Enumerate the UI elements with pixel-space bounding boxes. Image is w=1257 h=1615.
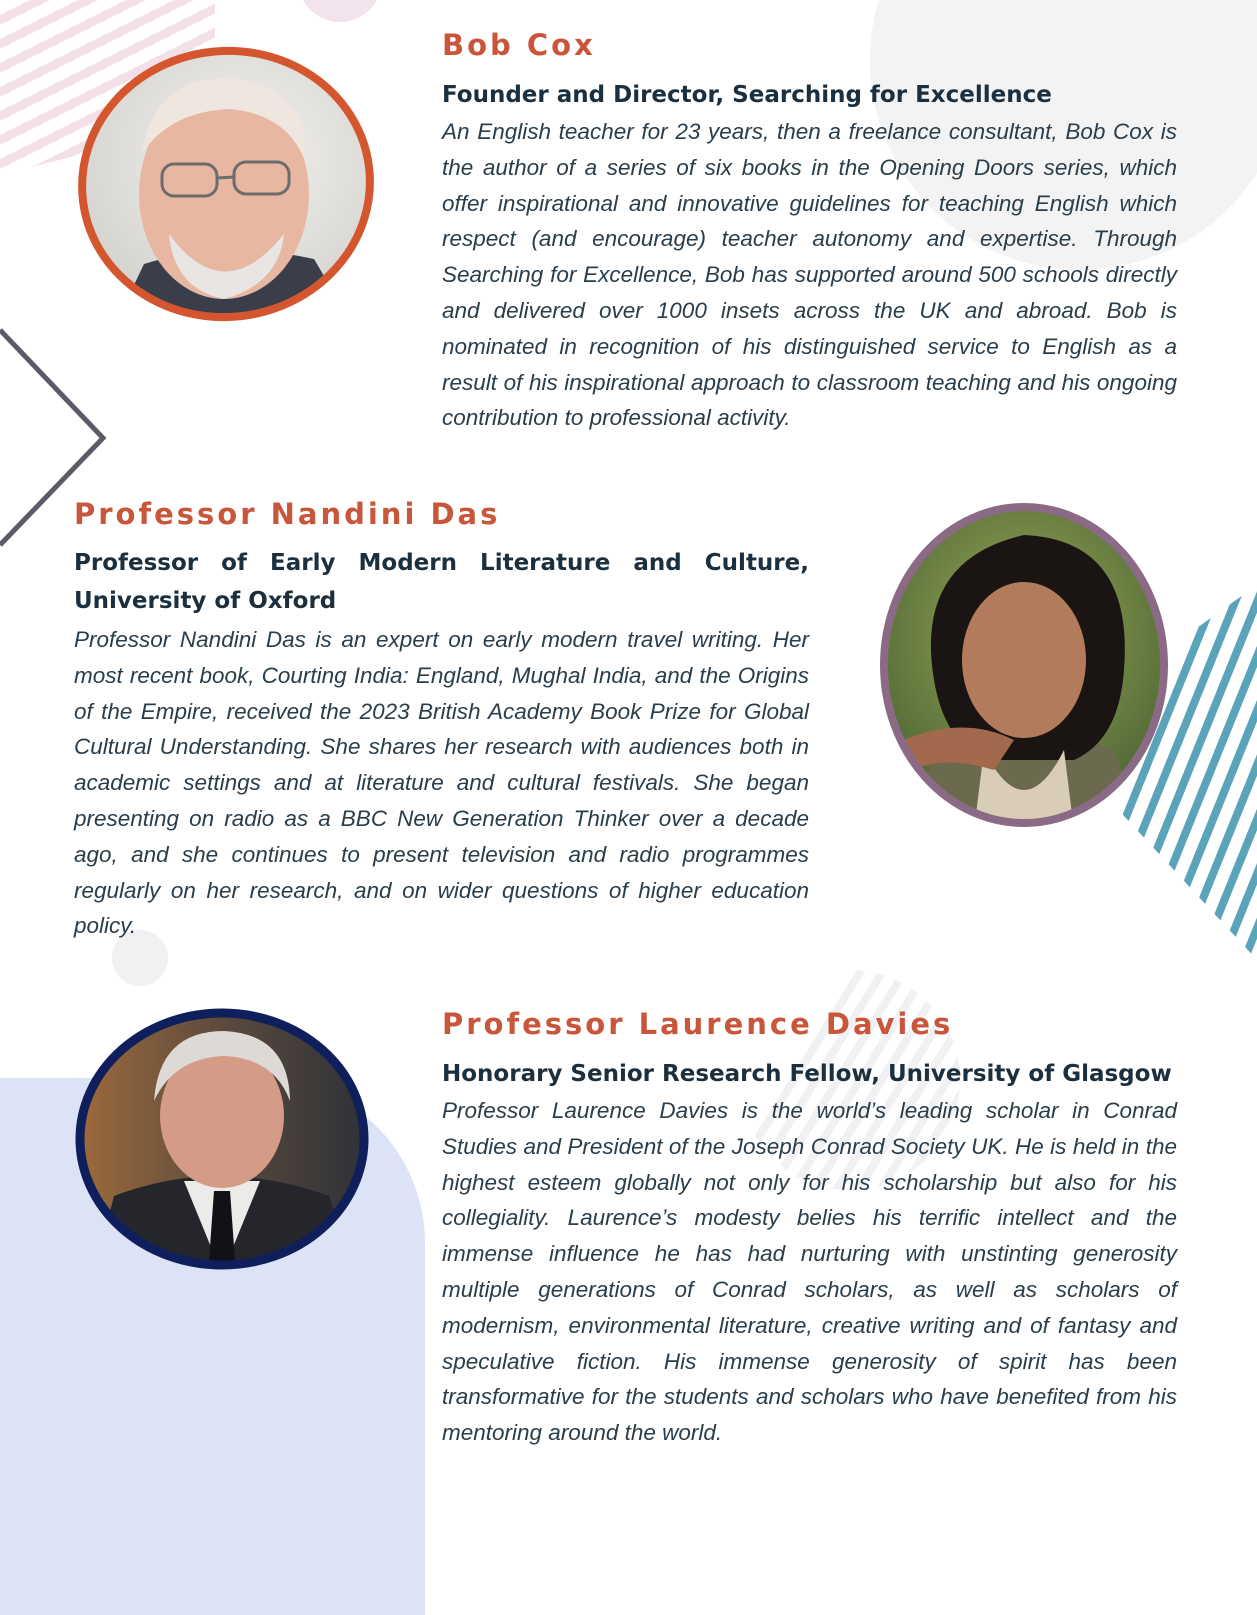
profile-name: Professor Laurence Davies <box>442 1007 954 1041</box>
portrait-bob-cox <box>74 44 379 327</box>
profile-name: Bob Cox <box>442 28 596 62</box>
profile-bio: An English teacher for 23 years, then a freelance consultant, Bob Cox is the author of a series of six books in the Opening Doors series, which offer inspirational and innovative guidelines for teaching English which respect (and encourage) teacher autonomy and expertise. Through Searching for Excellence, Bob has supported around 500 schools directly and delivered over 1000 insets across the UK and abroad. Bob is nominated in recognition of his distinguished service to English as a result of his inspirational approach to classroom teaching and his ongoing contribution to professional activity. <box>442 119 1177 431</box>
profile-bio: Professor Nandini Das is an expert on early modern travel writing. Her most recent book, Courting India: England, Mughal India, and the Origins of the Empire, received the 2023 British Academy Book Prize for Global Cultural Understanding. She shares her research with audiences both in academic settings and at literature and cultural festivals. She began presenting on radio as a BBC New Generation Thinker over a decade ago, and she continues to present television and radio programmes regularly on her research, and on wider questions of higher education policy. <box>74 627 809 939</box>
pink-circle-decoration <box>298 0 382 22</box>
profile-role: Professor of Early Modern Literature and Culture, University of Oxford <box>74 550 809 614</box>
profile-role: Honorary Senior Research Fellow, University of Glasgow <box>442 1061 1172 1087</box>
profile-name: Professor Nandini Das <box>74 497 501 531</box>
profile-role: Founder and Director, Searching for Excellence <box>442 82 1052 108</box>
portrait-laurence-davies <box>74 1006 374 1274</box>
portrait-nandini-das <box>874 500 1174 830</box>
profile-bio: Professor Laurence Davies is the world’s leading scholar in Conrad Studies and President of the Joseph Conrad Society UK. He is held in the highest esteem globally not only for his scholarship but also for his collegiality. Laurence’s modesty belies his terrific intellect and the immense influence he has had nurturing with unstinting generosity multiple generations of Conrad scholars, as well as scholars of modernism, environmental literature, creative writing and of fantasy and speculative fiction. His immense generosity of spirit has been transformative for the students and scholars who have benefited from his mentoring around the world. <box>442 1098 1177 1446</box>
